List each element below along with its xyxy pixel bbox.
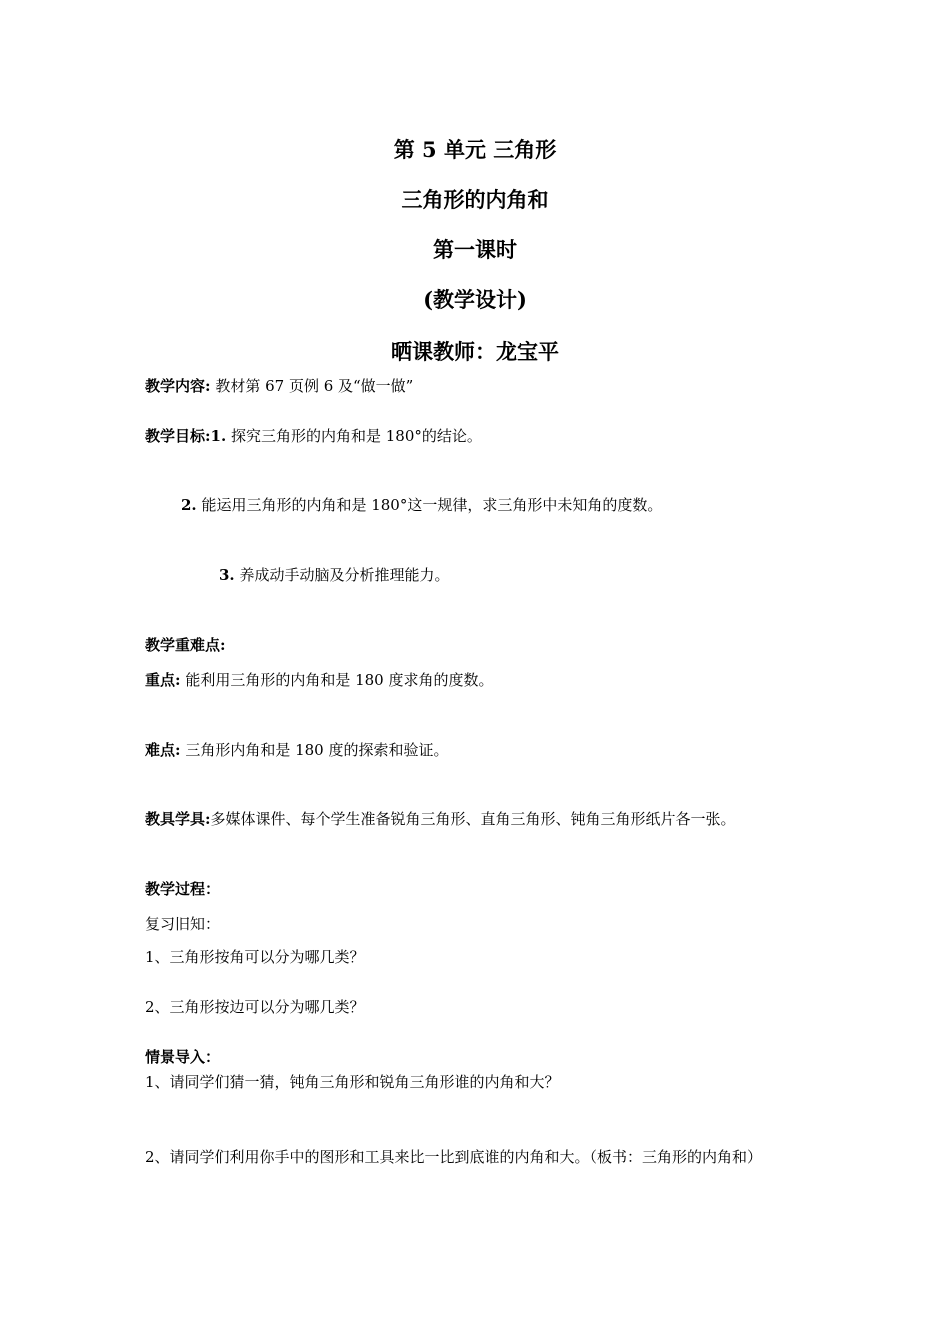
goal-text: 养成动手动脑及分析推理能力。 xyxy=(234,566,450,584)
teaching-process-heading xyxy=(145,878,220,900)
teaching-content-text: 教材第 67 页例 6 及“做一做” xyxy=(210,377,414,395)
intro-heading xyxy=(145,1046,220,1068)
intro-item: 1、请同学们猜一猜，钝角三角形和锐角三角形谁的内角和大？ xyxy=(145,1073,560,1091)
teaching-goals-label: 教学目标: xyxy=(145,427,211,445)
review-heading: 复习旧知： xyxy=(145,915,221,933)
goal-number: 3. xyxy=(219,566,235,584)
difficulty-text: 三角形内角和是 180 度的探索和验证。 xyxy=(180,741,449,759)
review-item: 1、三角形按角可以分为哪几类？ xyxy=(145,948,365,966)
teaching-tools xyxy=(145,808,736,830)
teaching-content xyxy=(145,375,413,397)
intro-heading-text: 情景导入： xyxy=(145,1048,221,1066)
intro-item: 2、请同学们利用你手中的图形和工具来比一比到底谁的内角和大。（板书：三角形的内角和） xyxy=(145,1148,763,1166)
focus-text: 能利用三角形的内角和是 180 度求角的度数。 xyxy=(180,671,494,689)
goal-number: 1. xyxy=(210,427,227,445)
teaching-goal-2 xyxy=(181,494,662,516)
key-points-heading xyxy=(145,634,226,656)
goal-text: 能运用三角形的内角和是 180°这一规律，求三角形中未知角的度数。 xyxy=(196,496,663,514)
teaching-tools-text: 多媒体课件、每个学生准备锐角三角形、直角三角形、钝角三角形纸片各一张。 xyxy=(210,810,736,828)
goal-number: 2. xyxy=(181,496,197,514)
teaching-tools-label: 教具学具: xyxy=(145,810,211,828)
teaching-goal-1 xyxy=(145,425,482,447)
title-lesson: 第一课时 xyxy=(433,237,517,262)
title-type: (教学设计) xyxy=(423,287,527,312)
focus-label: 重点: xyxy=(145,671,181,689)
difficulty-point xyxy=(145,739,448,761)
teaching-content-label: 教学内容: xyxy=(145,377,211,395)
review-item: 2、三角形按边可以分为哪几类？ xyxy=(145,998,365,1016)
title-topic: 三角形的内角和 xyxy=(401,187,549,212)
key-points-heading-text: 教学重难点: xyxy=(145,636,226,654)
goal-text: 探究三角形的内角和是 180°的结论。 xyxy=(226,427,482,445)
difficulty-label: 难点: xyxy=(145,741,181,759)
focus-point xyxy=(145,669,493,691)
teaching-process-heading-text: 教学过程： xyxy=(145,880,221,898)
title-teacher: 晒课教师：龙宝平 xyxy=(391,339,559,364)
title-unit: 第 5 单元 三角形 xyxy=(393,137,557,162)
teaching-goal-3 xyxy=(219,564,449,586)
